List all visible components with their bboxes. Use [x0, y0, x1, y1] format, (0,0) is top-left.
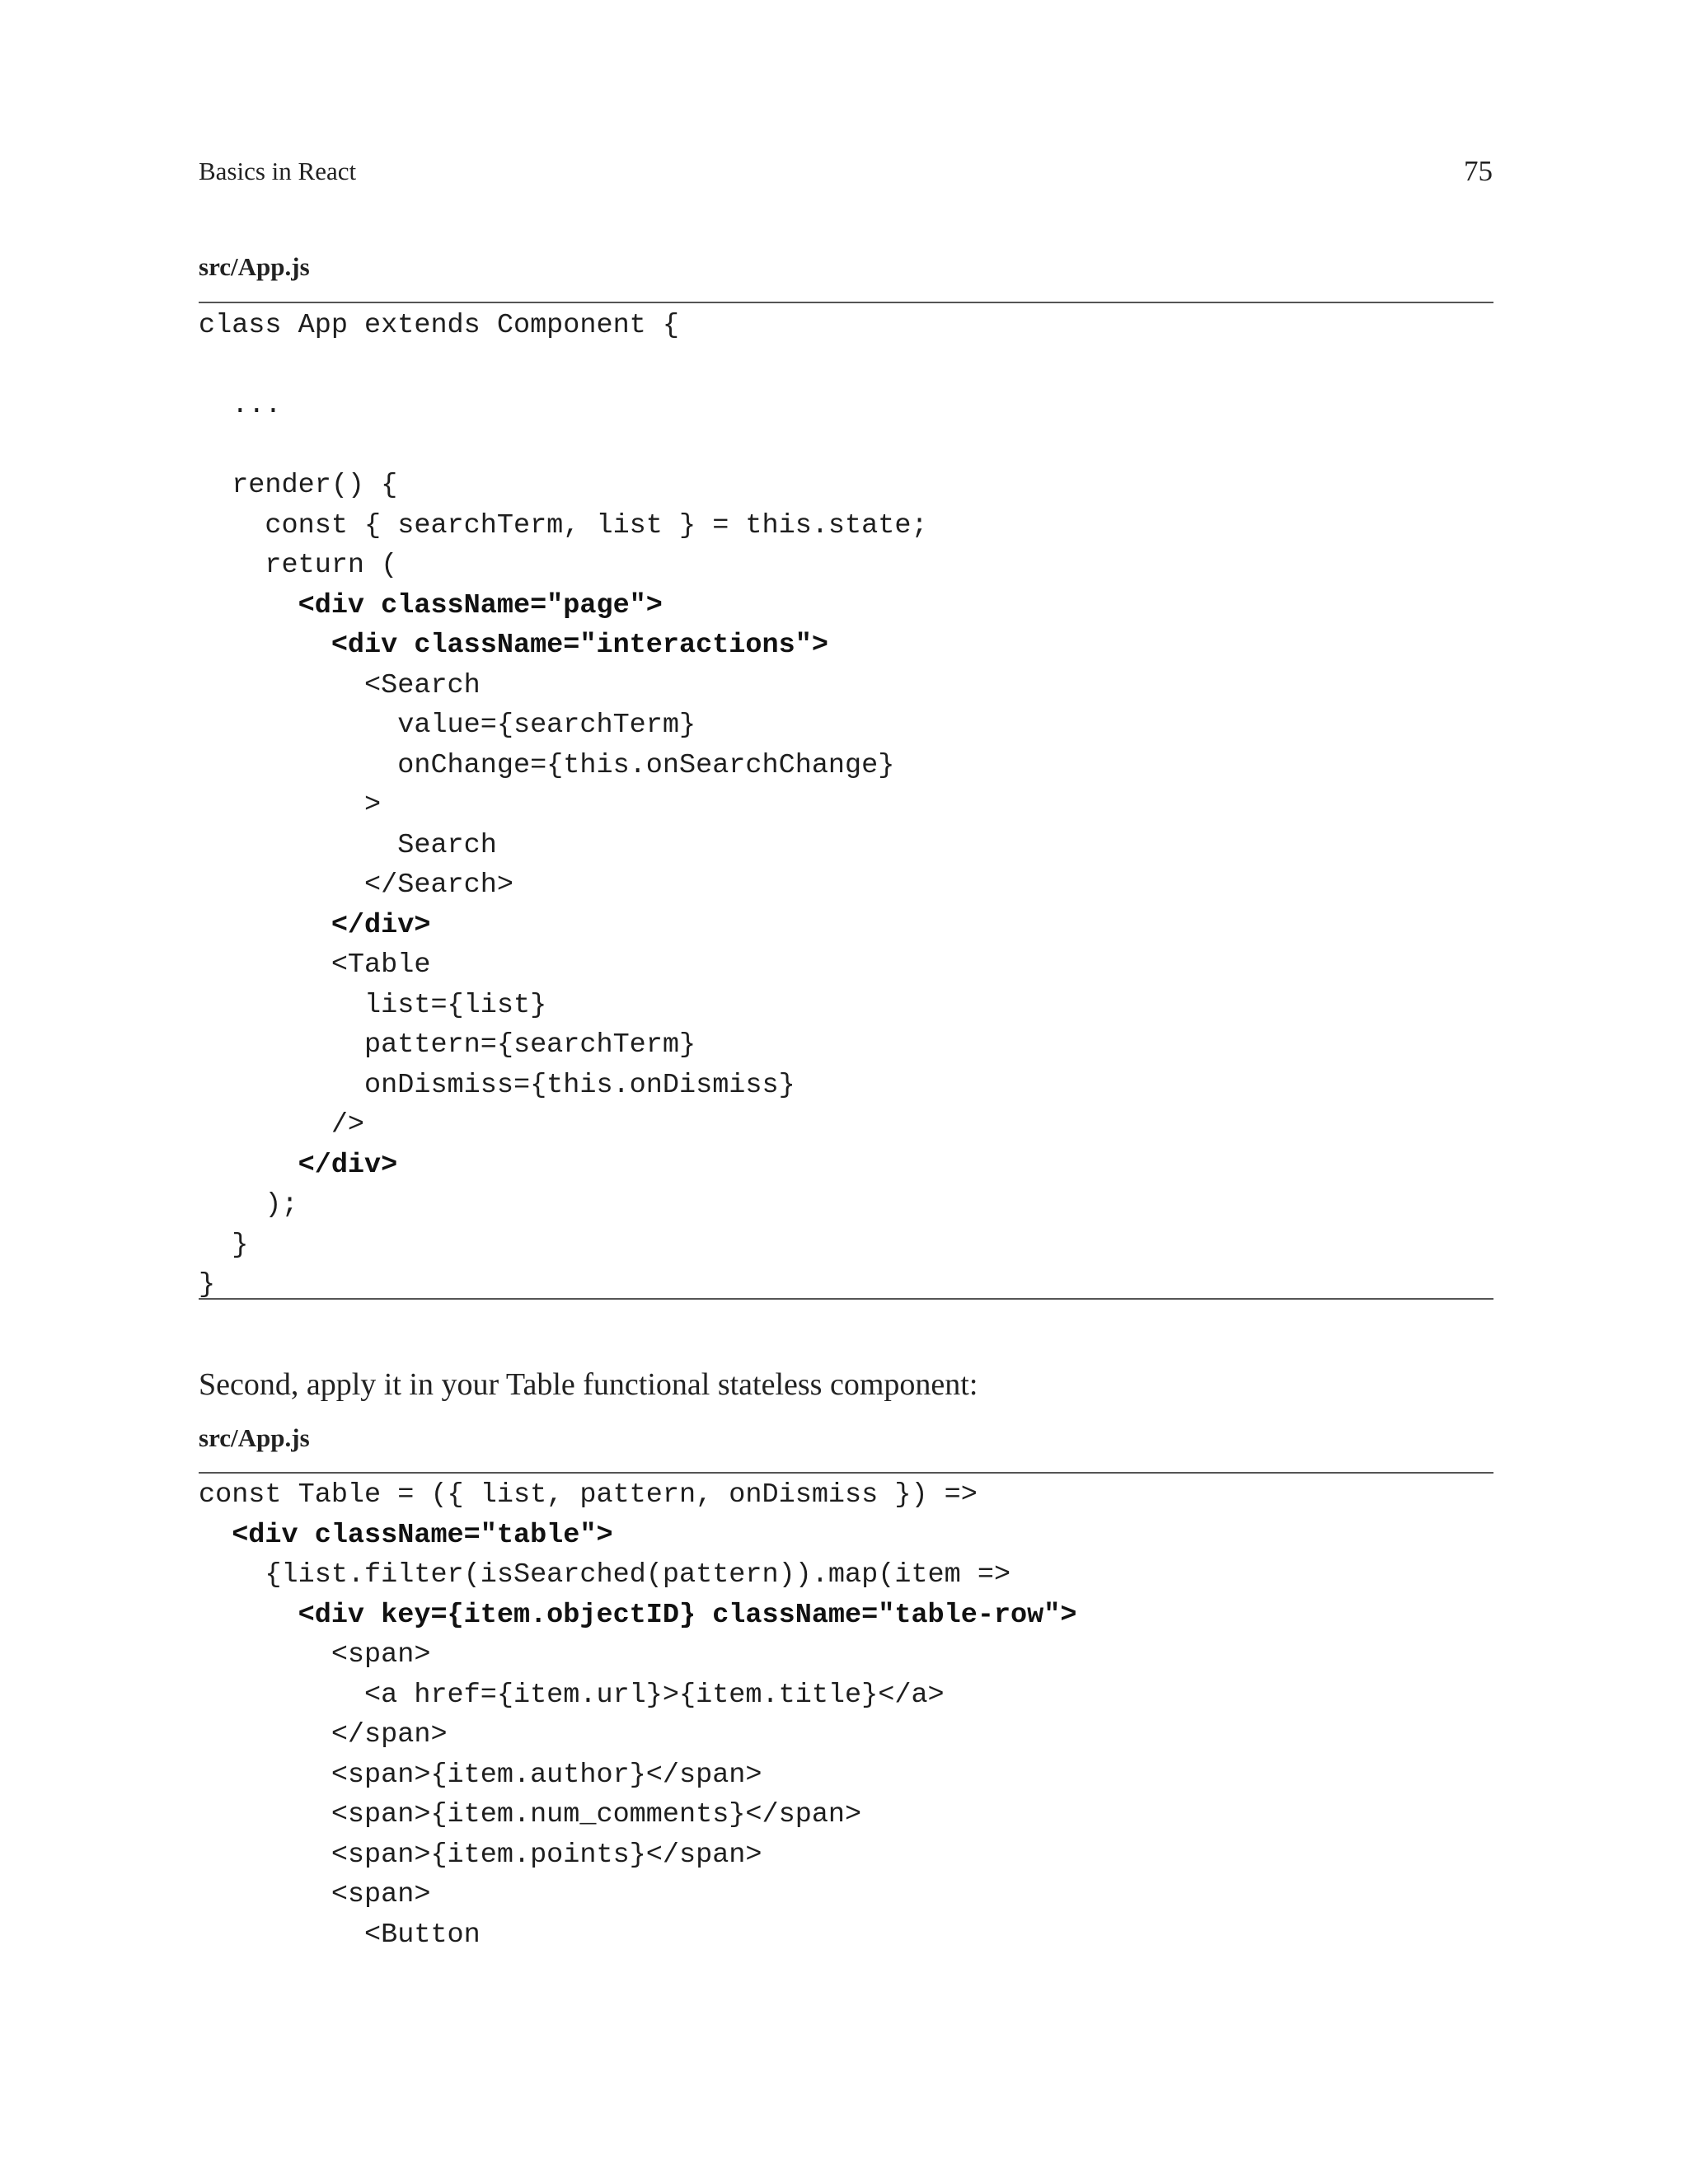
code-line: const Table = ({ list, pattern, onDismiss }) => [199, 1479, 978, 1511]
code-line: </div> [199, 1149, 398, 1181]
code-line: /> [199, 1109, 365, 1141]
code-line: render() { [199, 470, 398, 501]
code-line: } [199, 1229, 249, 1261]
code-line: <div className="table"> [199, 1519, 613, 1551]
code-line: {list.filter(isSearched(pattern)).map(item => [199, 1559, 1011, 1591]
code-line: </div> [199, 909, 431, 941]
code-line: </Search> [199, 869, 513, 901]
body-paragraph: Second, apply it in your Table functional stateless component: [199, 1367, 978, 1402]
running-header [199, 157, 1493, 194]
code-line: <span>{item.num_comments}</span> [199, 1799, 862, 1830]
code-listing [199, 306, 1493, 1305]
code-line: value={searchTerm} [199, 710, 696, 741]
code-line: onDismiss={this.onDismiss} [199, 1069, 795, 1101]
listing-caption: src/App.js [199, 1423, 310, 1452]
code-line [199, 346, 1493, 387]
code-line: <div className="page"> [199, 589, 663, 621]
listing-bottom-rule [199, 1298, 1493, 1300]
code-line: return ( [199, 550, 398, 581]
code-line: } [199, 1269, 216, 1301]
code-line: list={list} [199, 989, 547, 1021]
code-line: <a href={item.url}>{item.title}</a> [199, 1679, 945, 1711]
code-line: <Button [199, 1919, 481, 1951]
code-line: ... [199, 390, 282, 421]
listing-top-rule [199, 302, 1493, 303]
code-line: </span> [199, 1719, 448, 1750]
code-listing [199, 1475, 1493, 1955]
code-line: ); [199, 1189, 298, 1221]
code-line: onChange={this.onSearchChange} [199, 749, 895, 781]
code-line: <span> [199, 1639, 431, 1671]
listing-caption: src/App.js [199, 252, 310, 281]
code-line: const { searchTerm, list } = this.state; [199, 509, 928, 541]
code-line: pattern={searchTerm} [199, 1029, 696, 1061]
code-line [199, 426, 1493, 466]
page-number: 75 [1464, 155, 1493, 187]
code-line: <Table [199, 949, 431, 981]
chapter-title: Basics in React [199, 157, 357, 185]
code-line: > [199, 790, 382, 821]
code-line: <Search [199, 669, 481, 701]
code-line: <span>{item.author}</span> [199, 1759, 762, 1791]
code-line: <span>{item.points}</span> [199, 1839, 762, 1871]
code-line: <span> [199, 1879, 431, 1910]
code-line: <div key={item.objectID} className="table-row"> [199, 1599, 1077, 1631]
code-line: <div className="interactions"> [199, 630, 828, 661]
code-line: Search [199, 829, 497, 861]
code-line: class App extends Component { [199, 310, 679, 341]
listing-top-rule [199, 1472, 1493, 1474]
